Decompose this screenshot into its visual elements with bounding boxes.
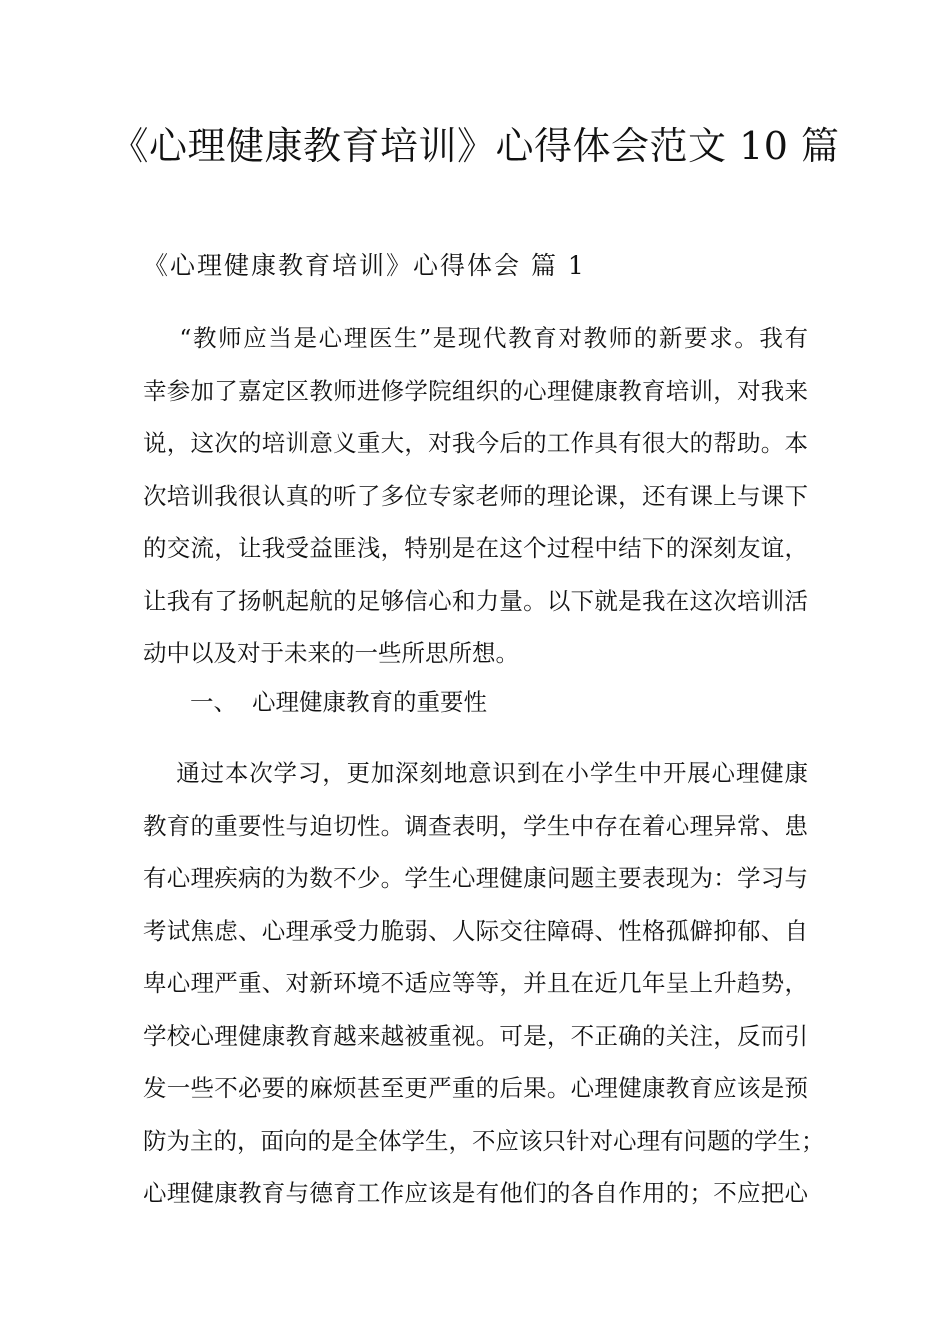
paragraph-line: 学校心理健康教育越来越被重视。可是，不正确的关注，反而引 — [143, 1021, 808, 1050]
paragraph-line: 考试焦虑、心理承受力脆弱、人际交往障碍、性格孤僻抑郁、自 — [143, 916, 808, 945]
paragraph-line: 通过本次学习，更加深刻地意识到在小学生中开展心理健康 — [143, 759, 808, 787]
paragraph-line: 动中以及对于未来的一些所思所想。 — [143, 639, 519, 667]
subheading: 一、 心理健康教育的重要性 — [190, 688, 487, 716]
paragraph-line: 卑心理严重、对新环境不适应等等，并且在近几年呈上升趋势， — [143, 969, 808, 997]
paragraph-line: 让我有了扬帆起航的足够信心和力量。以下就是我在这次培训活 — [143, 586, 808, 615]
paragraph-line: 防为主的，面向的是全体学生，不应该只针对心理有问题的学生； — [143, 1126, 825, 1155]
paragraph-line: 的交流，让我受益匪浅，特别是在这个过程中结下的深刻友谊， — [143, 534, 808, 562]
paragraph-line: 发一些不必要的麻烦甚至更严重的后果。心理健康教育应该是预 — [143, 1074, 808, 1102]
paragraph-line: 心理健康教育与德育工作应该是有他们的各自作用的；不应把心 — [143, 1179, 808, 1207]
paragraph-line: 次培训我很认真的听了多位专家老师的理论课，还有课上与课下 — [143, 481, 808, 510]
paragraph-line: 有心理疾病的为数不少。学生心理健康问题主要表现为：学习与 — [143, 864, 808, 892]
paragraph-line: “教师应当是心理医生”是现代教育对教师的新要求。我有 — [143, 324, 808, 352]
paragraph-line: 教育的重要性与迫切性。调查表明，学生中存在着心理异常、患 — [143, 811, 808, 840]
document-title: 《心理健康教育培训》心得体会范文 10 篇 — [110, 124, 840, 168]
paragraph-line: 幸参加了嘉定区教师进修学院组织的心理健康教育培训，对我来 — [143, 376, 808, 405]
section-heading: 《心理健康教育培训》心得体会 篇 1 — [143, 251, 586, 280]
paragraph-2 — [143, 747, 825, 1220]
paragraph-line: 说，这次的培训意义重大，对我今后的工作具有很大的帮助。本 — [143, 429, 808, 457]
paragraph-1 — [143, 312, 808, 680]
